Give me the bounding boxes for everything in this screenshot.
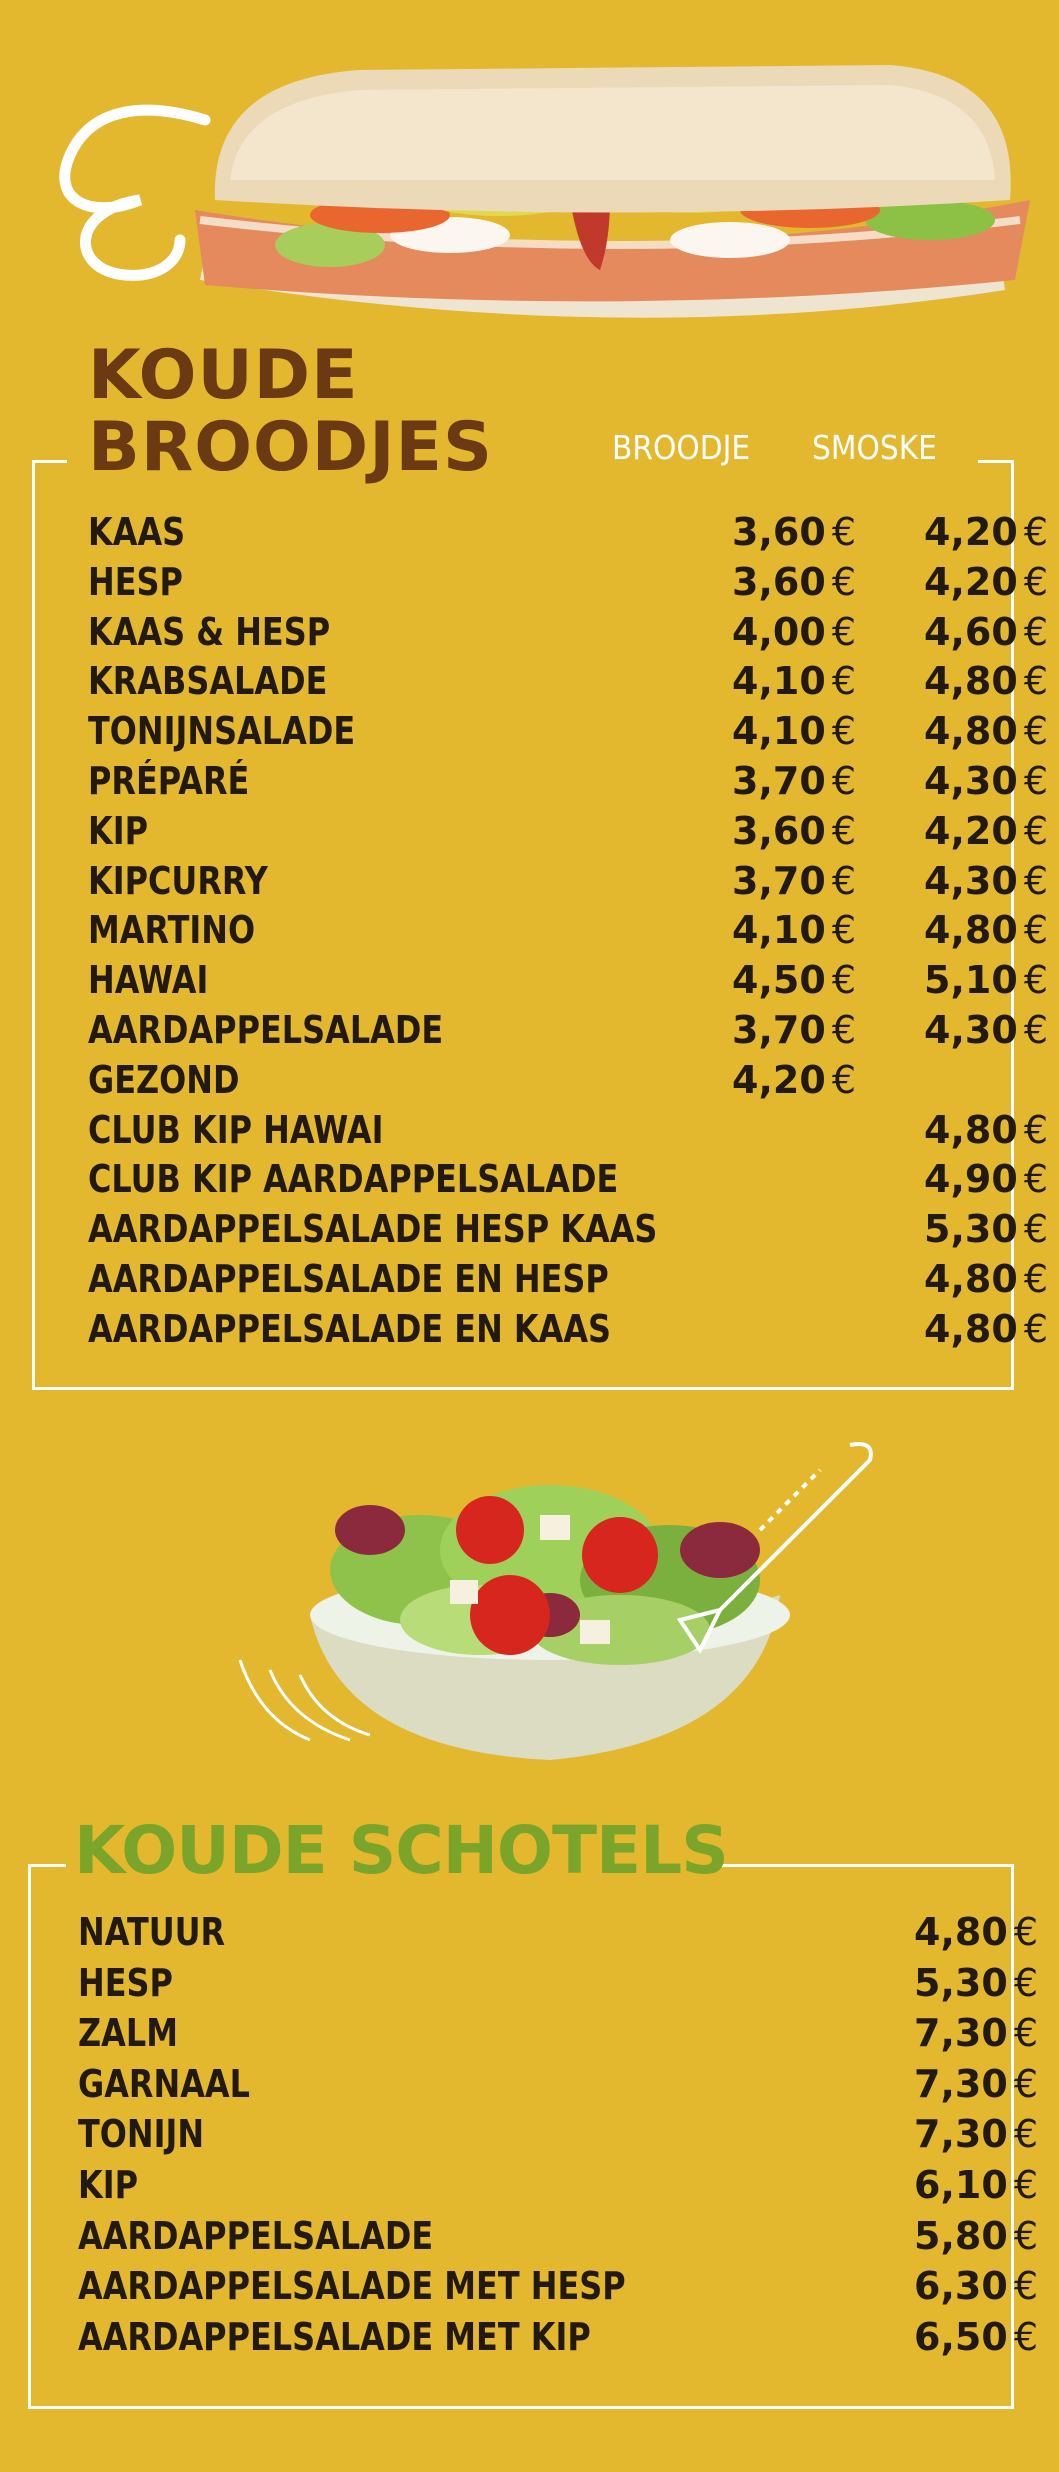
price-broodje: 3,70 € — [732, 1008, 856, 1052]
item-name: AARDAPPELSALADE EN KAAS — [88, 1306, 612, 1351]
title-line-1: KOUDE — [88, 336, 359, 415]
currency-symbol: € — [831, 1057, 856, 1102]
menu-row — [88, 609, 1048, 660]
currency-symbol: € — [1023, 1107, 1048, 1152]
currency-symbol: € — [1023, 559, 1048, 604]
price-broodje: 3,60 € — [732, 510, 856, 554]
item-name: HESP — [88, 559, 183, 604]
currency-symbol: € — [1013, 2112, 1038, 2157]
currency-symbol: € — [1023, 1306, 1048, 1351]
price: 5,30 € — [914, 1960, 1038, 2005]
price-broodje: 4,10 € — [732, 908, 856, 953]
currency-symbol: € — [831, 559, 856, 604]
frame2-top-right-line — [712, 1864, 1014, 1867]
price: 6,10 € — [914, 2163, 1038, 2207]
item-name: AARDAPPELSALADE EN HESP — [88, 1257, 609, 1301]
price-broodje: 4,10 € — [732, 709, 856, 754]
menu-row — [88, 759, 1048, 809]
currency-symbol: € — [1013, 2213, 1038, 2258]
currency-symbol: € — [1023, 609, 1048, 654]
menu-row — [88, 659, 1048, 709]
item-name: KAAS — [88, 510, 186, 554]
item-name: GEZOND — [88, 1057, 240, 1102]
currency-symbol: € — [1013, 2163, 1038, 2207]
menu-row — [88, 858, 1048, 909]
sandwich-illustration — [30, 50, 1040, 340]
item-name: AARDAPPELSALADE — [78, 2213, 434, 2258]
menu-row — [88, 1058, 968, 1108]
item-name: AARDAPPELSALADE MET KIP — [78, 2314, 591, 2359]
currency-symbol: € — [831, 510, 856, 554]
frame2-top-left-line — [28, 1864, 66, 1867]
price-smoske: 4,80 € — [924, 1257, 1048, 1301]
item-name: AARDAPPELSALADE HESP KAAS — [88, 1207, 658, 1252]
currency-symbol: € — [1023, 908, 1048, 953]
price-broodje: 4,20 € — [732, 1057, 856, 1102]
price-broodje: 4,50 € — [732, 958, 856, 1003]
item-name: GARNAAL — [78, 2061, 250, 2106]
price: 4,80 € — [914, 1910, 1038, 1954]
price: 7,30 € — [914, 2011, 1038, 2056]
price-smoske: 4,20 € — [924, 808, 1048, 853]
currency-symbol: € — [1013, 2264, 1038, 2309]
currency-symbol: € — [1013, 2061, 1038, 2106]
currency-symbol: € — [1013, 2314, 1038, 2359]
frame-top-right-line — [978, 460, 1014, 463]
currency-symbol: € — [831, 858, 856, 903]
price-smoske: 4,30 € — [924, 759, 1048, 803]
price-smoske: 4,20 € — [924, 510, 1048, 554]
item-name: AARDAPPELSALADE MET HESP — [78, 2264, 626, 2309]
menu-row — [88, 908, 1048, 958]
price-broodje: 3,60 € — [732, 559, 856, 604]
currency-symbol: € — [831, 759, 856, 803]
menu-row — [78, 2264, 1038, 2314]
currency-symbol: € — [1023, 1207, 1048, 1252]
menu-row — [78, 2213, 1038, 2264]
currency-symbol: € — [1023, 659, 1048, 704]
item-name: TONIJNSALADE — [88, 709, 356, 754]
currency-symbol: € — [831, 609, 856, 654]
item-name: NATUUR — [78, 1910, 226, 1954]
section-title-koude-schotels: KOUDE SCHOTELS — [74, 1812, 728, 1889]
currency-symbol: € — [1023, 1257, 1048, 1301]
price: 6,50 € — [914, 2314, 1038, 2359]
currency-symbol: € — [1023, 808, 1048, 853]
item-name: ZALM — [78, 2011, 178, 2056]
currency-symbol: € — [1023, 1008, 1048, 1052]
item-name: PRÉPARÉ — [88, 759, 250, 803]
price-smoske: 4,20 € — [924, 559, 1048, 604]
currency-symbol: € — [831, 808, 856, 853]
menu-row — [78, 1910, 1038, 1960]
menu-row — [88, 1157, 1048, 1207]
price: 7,30 € — [914, 2112, 1038, 2157]
menu-row — [88, 1306, 1048, 1357]
price-smoske: 4,80 € — [924, 908, 1048, 953]
menu-row — [88, 958, 1048, 1008]
currency-symbol: € — [1023, 510, 1048, 554]
menu-row — [78, 2163, 1038, 2213]
currency-symbol: € — [1023, 958, 1048, 1003]
menu-row — [88, 559, 1048, 610]
price-smoske: 4,60 € — [924, 609, 1048, 654]
item-name: HAWAI — [88, 958, 209, 1003]
menu-row — [88, 1107, 1048, 1158]
item-name: CLUB KIP AARDAPPELSALADE — [88, 1157, 619, 1202]
item-name: KAAS & HESP — [88, 609, 331, 654]
item-name: KIP — [88, 808, 149, 853]
currency-symbol: € — [1023, 858, 1048, 903]
price-smoske: 4,30 € — [924, 1008, 1048, 1052]
item-name: CLUB KIP HAWAI — [88, 1107, 384, 1152]
swirl-logo-icon — [65, 110, 205, 275]
menu-row — [88, 510, 1048, 560]
price-broodje: 3,60 € — [732, 808, 856, 853]
menu-row — [88, 1257, 1048, 1307]
menu-row — [88, 709, 1048, 759]
price-smoske: 4,30 € — [924, 858, 1048, 903]
item-name: AARDAPPELSALADE — [88, 1008, 444, 1052]
currency-symbol: € — [831, 659, 856, 704]
currency-symbol: € — [831, 709, 856, 754]
price: 5,80 € — [914, 2213, 1038, 2258]
column-header-broodje: BROODJE — [612, 428, 751, 467]
title-line-2: BROODJES — [88, 408, 493, 487]
frame-top-left-line — [32, 460, 67, 463]
currency-symbol: € — [1013, 1910, 1038, 1954]
price: 6,30 € — [914, 2264, 1038, 2309]
price-smoske: 4,80 € — [924, 659, 1048, 704]
currency-symbol: € — [1023, 1157, 1048, 1202]
menu-row — [78, 2061, 1038, 2112]
item-name: KIP — [78, 2163, 139, 2207]
price-smoske: 4,80 € — [924, 709, 1048, 754]
price-broodje: 4,10 € — [732, 659, 856, 704]
menu-row — [78, 1960, 1038, 2011]
menu-row — [78, 2314, 1038, 2365]
currency-symbol: € — [1013, 1960, 1038, 2005]
item-name: KIPCURRY — [88, 858, 268, 903]
currency-symbol: € — [831, 1008, 856, 1052]
menu-row — [78, 2112, 1038, 2162]
salad-bowl-illustration — [220, 1420, 920, 1790]
column-header-smoske: SMOSKE — [812, 428, 937, 467]
price-broodje: 3,70 € — [732, 759, 856, 803]
currency-symbol: € — [1013, 2011, 1038, 2056]
currency-symbol: € — [1023, 759, 1048, 803]
price-broodje: 3,70 € — [732, 858, 856, 903]
price-smoske: 5,30 € — [924, 1207, 1048, 1252]
menu-row — [88, 1008, 1048, 1058]
price-smoske: 4,90 € — [924, 1157, 1048, 1202]
item-name: MARTINO — [88, 908, 256, 953]
currency-symbol: € — [831, 908, 856, 953]
price: 7,30 € — [914, 2061, 1038, 2106]
currency-symbol: € — [1023, 709, 1048, 754]
currency-symbol: € — [831, 958, 856, 1003]
price-smoske: 4,80 € — [924, 1107, 1048, 1152]
menu-row — [88, 1207, 1048, 1257]
price-smoske: 4,80 € — [924, 1306, 1048, 1351]
price-smoske: 5,10 € — [924, 958, 1048, 1003]
menu-row — [78, 2011, 1038, 2061]
menu-row — [88, 808, 1048, 859]
item-name: KRABSALADE — [88, 659, 328, 704]
item-name: HESP — [78, 1960, 173, 2005]
price-broodje: 4,00 € — [732, 609, 856, 654]
item-name: TONIJN — [78, 2112, 205, 2157]
